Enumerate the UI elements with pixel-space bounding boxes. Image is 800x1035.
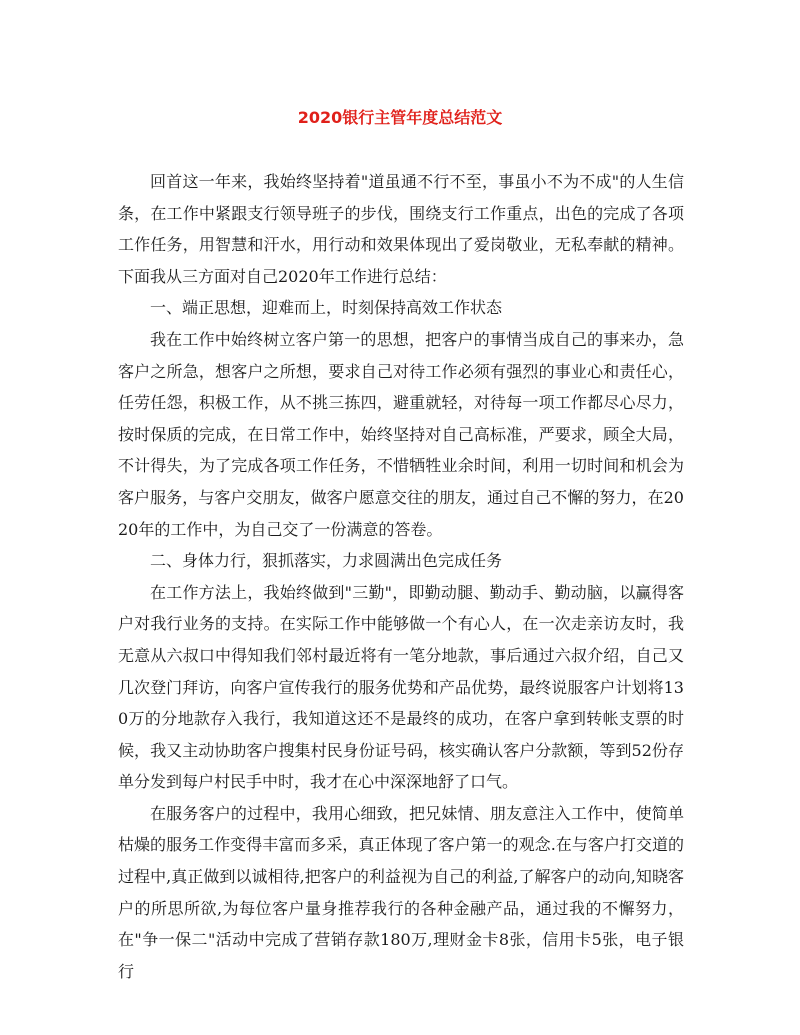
section-heading-1: 一、端正思想，迎难而上，时刻保持高效工作状态	[150, 298, 503, 318]
paragraph-section-2b: 在服务客户的过程中，我用心细致，把兄妹情、朋友意注入工作中，使简单枯燥的服务工作变得丰富而多采，真正体现了客户第一的观念.在与客户打交道的过程中,真正做到以诚相待,把客户的利益视为自己的利益,了解客户的动向,知晓客户的所思所欲,为每位客户量身推荐我行的各种金融产品，通过我的不懈努力，在"争一保二"活动中完成了营销存款180万,理财金卡8张，信用卡5张，电子银行	[118, 803, 684, 981]
section-heading-2: 二、身体力行，狠抓落实，力求圆满出色完成任务	[150, 551, 503, 571]
paragraph-section-1: 我在工作中始终树立客户第一的思想，把客户的事情当成自己的事来办，急客户之所急，想客户之所想，要求自己对待工作必须有强烈的事业心和责任心，任劳任怨，积极工作，从不挑三拣四，避重就轻，对待每一项工作都尽心尽力，按时保质的完成，在日常工作中，始终坚持对自己高标准，严要求，顾全大局，不计得失，为了完成各项工作任务，不惜牺牲业余时间，利用一切时间和机会为客户服务，与客户交朋友，做客户愿意交往的朋友，通过自己不懈的努力，在2020年的工作中，为自己交了一份满意的答卷。	[118, 329, 684, 539]
document-body	[118, 166, 684, 987]
paragraph-section-2a: 在工作方法上，我始终做到"三勤"，即勤动腿、勤动手、勤动脑，以赢得客户对我行业务的支持。在实际工作中能够做一个有心人，在一次走亲访友时，我无意从六叔口中得知我们邻村最近将有一笔分地款，事后通过六叔介绍，自己又几次登门拜访，向客户宣传我行的服务优势和产品优势，最终说服客户计划将130万的分地款存入我行，我知道这还不是最终的成功，在客户拿到转帐支票的时候，我又主动协助客户搜集村民身份证号码，核实确认客户分款额，等到52份存单分发到每户村民手中时，我才在心中深深地舒了口气。	[118, 582, 684, 792]
paragraph-intro: 回首这一年来，我始终坚持着"道虽通不行不至，事虽小不为不成"的人生信条，在工作中紧跟支行领导班子的步伐，围绕支行工作重点，出色的完成了各项工作任务，用智慧和汗水，用行动和效果体现出了爱岗敬业，无私奉献的精神。下面我从三方面对自己2020年工作进行总结：	[118, 172, 684, 286]
document-title: 2020银行主管年度总结范文	[297, 108, 503, 127]
